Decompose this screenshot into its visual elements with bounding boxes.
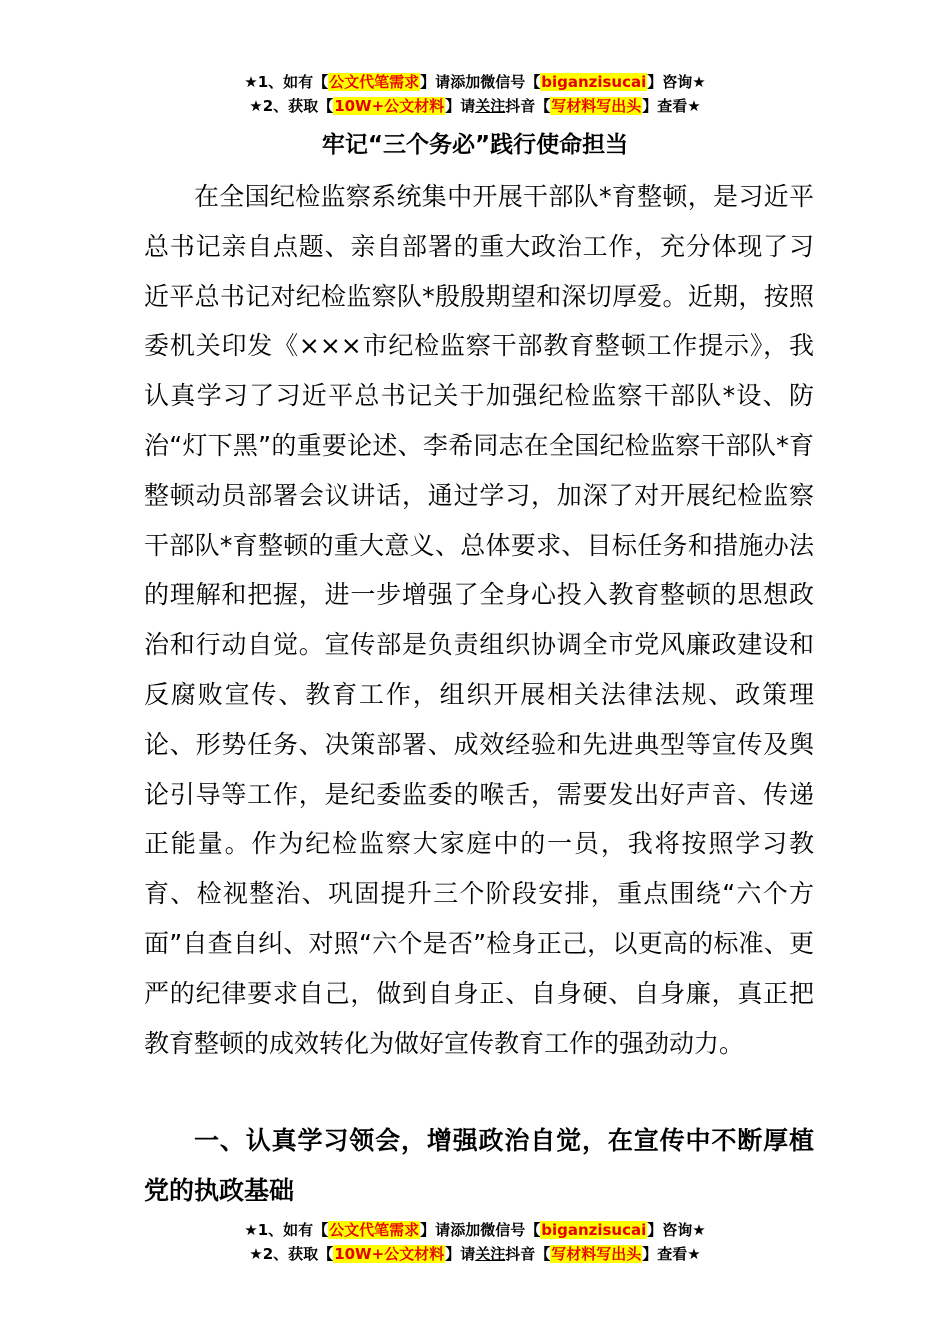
promo-highlight: 10W+公文材料: [334, 1245, 445, 1263]
promo-highlight: 公文代笔需求: [329, 1221, 420, 1239]
body-paragraph: 在全国纪检监察系统集中开展干部队*育整顿，是习近平总书记亲自点题、亲自部署的重大政治工作，充分体现了习近平总书记对纪检监察队*殷殷期望和深切厚爱。近期，按照委机关印发《×××市纪检监察干部教育整顿工作提示》，我认真学习了习近平总书记关于加强纪检监察干部队*设、防治“灯下黑”的重要论述、李希同志在全国纪检监察干部队*育整顿动员部署会议讲话，通过学习，加深了对开展纪检监察干部队*育整顿的重大意义、总体要求、目标任务和措施办法的理解和把握，进一步增强了全身心投入教育整顿的思想政治和行动自觉。宣传部是负责组织协调全市党风廉政建设和反腐败宣传、教育工作，组织开展相关法律法规、政策理论、形势任务、决策部署、成效经验和先进典型等宣传及舆论引导等工作，是纪委监委的喉舌，需要发出好声音、传递正能量。作为纪检监察大家庭中的一员，我将按照学习教育、检视整治、巩固提升三个阶段安排，重点围绕“六个方面”自查自纠、对照“六个是否”检身正己，以更高的标准、更严的纪律要求自己，做到自身正、自身硬、自身廉，真正把教育整顿的成效转化为做好宣传教育工作的强劲动力。: [144, 182, 814, 1058]
promo-line-1: ★1、如有【公文代笔需求】请添加微信号【biganzisucai】咨询★: [244, 1221, 706, 1239]
promo-highlight: 公文代笔需求: [329, 73, 420, 91]
promo-wechat-id: biganzisucai: [541, 73, 647, 91]
section-heading: 一、认真学习领会，增强政治自觉，在宣传中不断厚植党的执政基础: [144, 1126, 814, 1205]
document-title: 牢记“三个务必”践行使命担当: [321, 132, 629, 158]
promo-banner-bottom: [0, 1218, 950, 1266]
promo-line-2: ★2、获取【10W+公文材料】请关注抖音【写材料写出头】查看★: [249, 1245, 701, 1263]
promo-douyin-account: 写材料写出头: [551, 1245, 642, 1263]
promo-line-1: ★1、如有【公文代笔需求】请添加微信号【biganzisucai】咨询★: [244, 73, 706, 91]
promo-douyin-account: 写材料写出头: [551, 97, 642, 115]
promo-wechat-id: biganzisucai: [541, 1221, 647, 1239]
promo-banner-top: [0, 70, 950, 118]
promo-line-2: ★2、获取【10W+公文材料】请关注抖音【写材料写出头】查看★: [249, 97, 701, 115]
promo-highlight: 10W+公文材料: [334, 97, 445, 115]
